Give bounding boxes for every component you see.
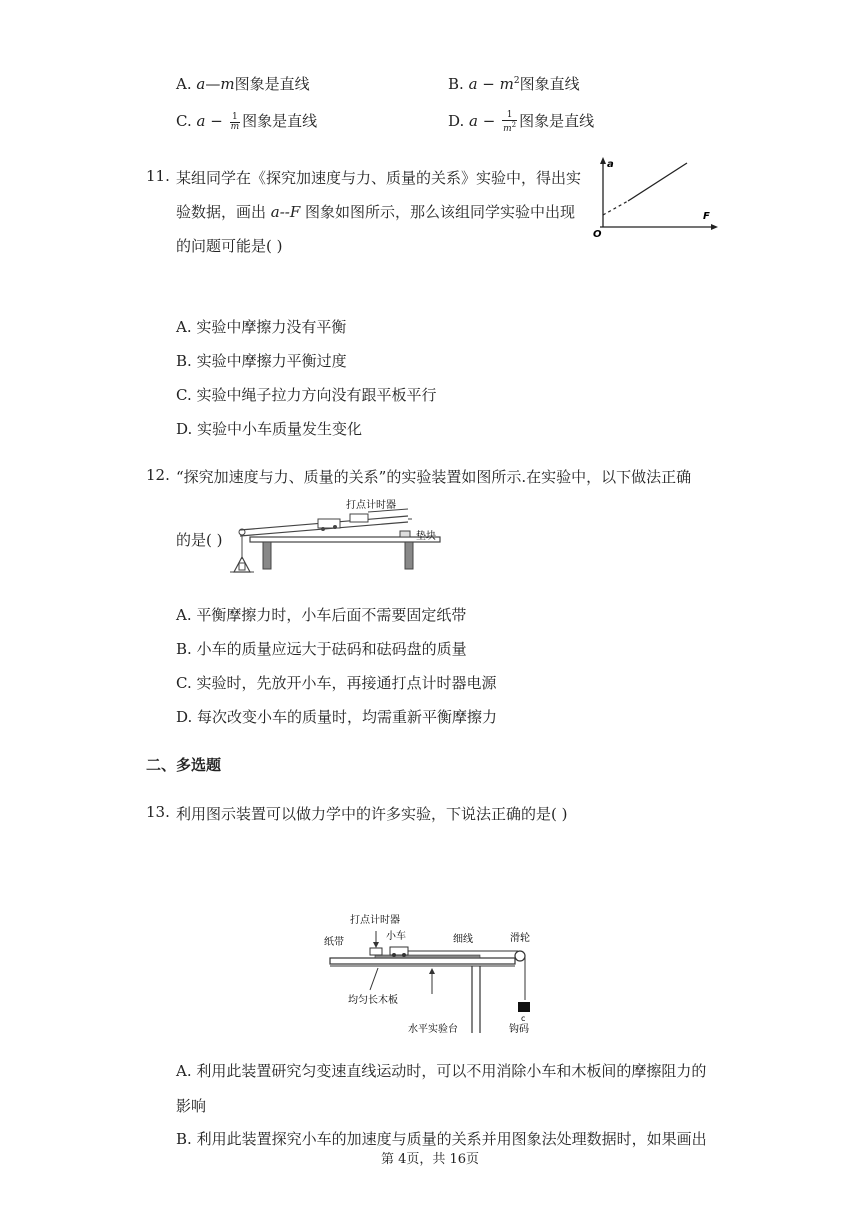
section-title: 二、多选题 (146, 756, 222, 774)
data-line (628, 163, 687, 201)
page-footer: 第 4页，共 16页 (380, 1152, 480, 1167)
car-label: 小车 (386, 931, 406, 942)
math-a: a (469, 112, 478, 130)
math-sep: − (205, 112, 228, 130)
q13-option-a-line1: A. 利用此装置研究匀变速直线运动时，可以不用消除小车和木板间的摩擦阻力的 (176, 1062, 707, 1080)
fraction: $\frac{1}{m}$ (230, 111, 240, 132)
q11-line2: 验数据，画出 a--F 图象如图所示，那么该组同学实验中出现 (176, 203, 576, 221)
origin-label: O (593, 229, 602, 240)
option-text: 图象是直线 (234, 75, 310, 93)
y-axis-label: a (607, 159, 614, 170)
option-text: 图象是直线 (519, 112, 595, 130)
q12-option-d: D. 每次改变小车的质量时，均需重新平衡摩擦力 (176, 708, 498, 726)
fraction: $\frac{1}{m^2}$ (503, 109, 517, 134)
math-m: m (499, 75, 514, 93)
block-label: 垫块 (416, 531, 436, 542)
weight-label: 钩码 (509, 1024, 529, 1035)
q11-number: 11. (146, 167, 170, 185)
q12-option-b: B. 小车的质量应远大于砝码和砝码盘的质量 (176, 640, 467, 658)
math-a: a (196, 112, 206, 130)
option-text: 图象是直线 (242, 112, 318, 130)
timer-label: 打点计时器 (350, 915, 400, 926)
x-arrow (711, 224, 718, 230)
q12-number: 12. (146, 466, 170, 484)
option-label: C. (176, 112, 192, 130)
q12-line1: “探究加速度与力、质量的关系”的实验装置如图所示.在实验中，以下做法正确 (176, 468, 692, 486)
q12-option-a: A. 平衡摩擦力时，小车后面不需要固定纸带 (176, 606, 467, 624)
extension-dashed (603, 201, 628, 215)
q11-line1: 某组同学在《探究加速度与力、质量的关系》实验中，得出实 (176, 169, 582, 187)
q13-number: 13. (146, 803, 170, 821)
math-m: m (220, 75, 235, 93)
table-label: 水平实验台 (408, 1024, 458, 1035)
math-exp: 2 (513, 76, 520, 86)
q12-option-c: C. 实验时，先放开小车，再接通打点计时器电源 (176, 674, 497, 692)
q10-option-d (448, 110, 594, 134)
option-label: B. (448, 75, 464, 93)
board-label: 均匀长木板 (348, 995, 398, 1006)
q11-option-b: B. 实验中摩擦力平衡过度 (176, 352, 347, 370)
q11-line3: 的问题可能是( ) (176, 237, 283, 255)
q10-option-b (448, 73, 580, 94)
y-arrow (600, 157, 606, 164)
q11-graph (590, 155, 720, 240)
q11-option-d: D. 实验中小车质量发生变化 (176, 420, 363, 438)
q13-apparatus (320, 908, 540, 1038)
math-sep: — (205, 75, 221, 93)
q13-option-a-line2: 影响 (176, 1097, 207, 1115)
q13-option-b-line1: B. 利用此装置探究小车的加速度与质量的关系并用图象法处理数据时，如果画出 (176, 1130, 707, 1148)
q11-option-a: A. 实验中摩擦力没有平衡 (176, 318, 347, 336)
math-sep: − (478, 112, 501, 130)
q10-option-a (176, 73, 310, 94)
q12-apparatus (230, 497, 445, 575)
q13-line1: 利用图示装置可以做力学中的许多实验，下说法正确的是( ) (176, 805, 568, 823)
q10-option-c (176, 110, 317, 132)
option-label: A. (176, 75, 192, 93)
pulley-label: 滑轮 (510, 933, 530, 944)
string-label: 细线 (453, 934, 473, 945)
weight-mark: c (521, 1014, 526, 1023)
math-a: a (468, 75, 478, 93)
q12-line2: 的是( ) (176, 531, 223, 549)
x-axis-label: F (703, 211, 710, 222)
tape-label: 纸带 (324, 937, 344, 948)
option-label: D. (448, 112, 465, 130)
option-text: 图象直线 (519, 75, 580, 93)
timer-label: 打点计时器 (346, 500, 396, 511)
math-sep: − (477, 75, 500, 93)
math-a: a (196, 75, 206, 93)
q11-option-c: C. 实验中绳子拉力方向没有跟平板平行 (176, 386, 437, 404)
